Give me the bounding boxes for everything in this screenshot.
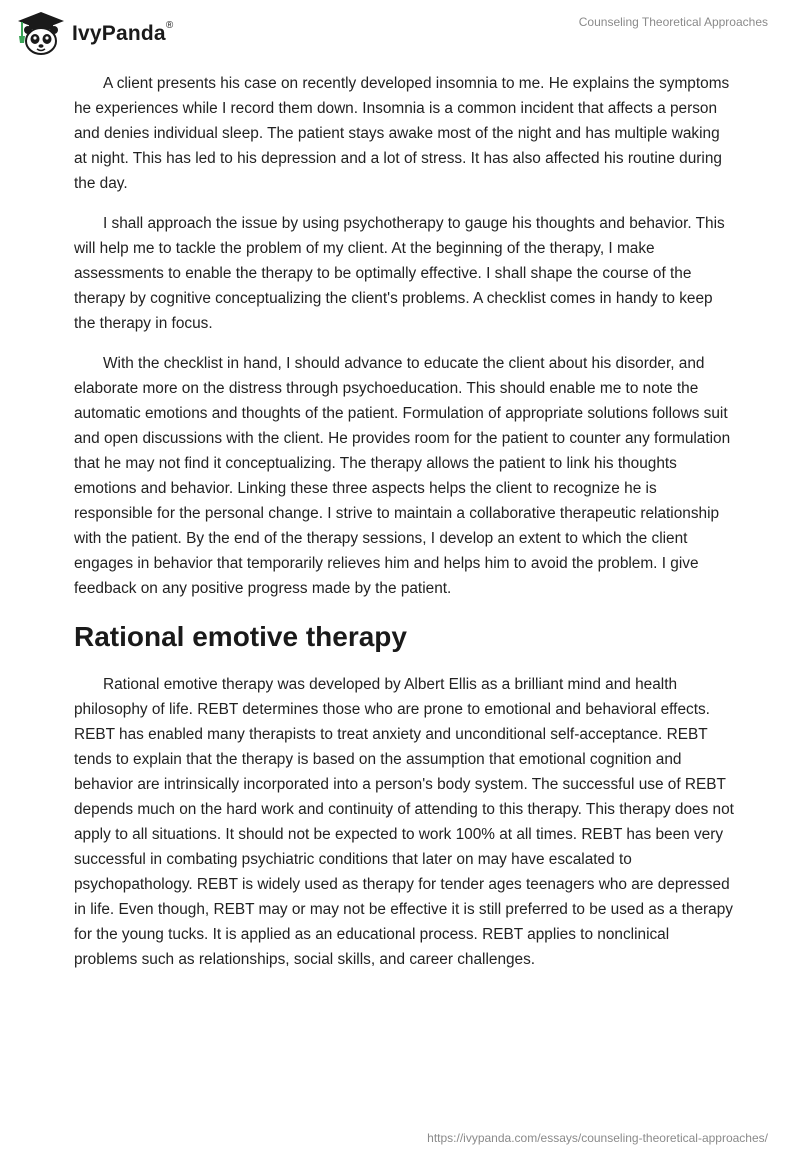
section-heading: Rational emotive therapy [74, 621, 407, 652]
paragraph: Rational emotive therapy was developed by Albert Ellis as a brilliant mind and health philosophy of life. REBT determines those who are prone to emotional and behavioral effects. REBT has enabled many therapists to treat anxiety and unconditional self-acceptance. REBT tends to explain that the therapy is based on the assumption that emotional cognition and behavior are intrinsically incorporated into a person's body system. The successful use of REBT depends much on the hard work and continuity of attending to this therapy. This therapy does not apply to all situations. It should not be expected to work 100% at all times. REBT has been very successful in combating psychiatric conditions that later on may have escalated to psychopathology. REBT is widely used as therapy for tender ages teenagers who are depressed in life. Even though, REBT may or may not be effective it is still preferred to be used as a therapy for the young tucks. It is applied as an educational process. REBT applies to nonclinical problems such as relationships, social skills, and career challenges. [74, 676, 734, 968]
source-url[interactable]: https://ivypanda.com/essays/counseling-theoretical-approaches/ [427, 1131, 768, 1145]
panda-graduate-icon [14, 10, 68, 56]
paragraph: I shall approach the issue by using psychotherapy to gauge his thoughts and behavior. This will help me to tackle the problem of my client. At the beginning of the therapy, I make assessments to enable the therapy to be optimally effective. I shall shape the course of the therapy by cognitive conceptualizing the client's problems. A checklist comes in handy to keep the therapy in focus. [74, 215, 725, 332]
essay-body [74, 71, 734, 987]
paragraph: With the checklist in hand, I should advance to educate the client about his disorder, and elaborate more on the distress through psychoeducation. This should enable me to note the automatic emotions and thoughts of the patient. Formulation of appropriate solutions follows suit and open discussions with the client. He provides room for the patient to counter any formulation that he may not find it conceptualizing. The therapy allows the patient to link his thoughts emotions and behavior. Linking these three aspects helps the client to recognize he is responsible for the personal change. I strive to maintain a collaborative therapeutic relationship with the patient. By the end of the therapy sessions, I develop an extent to which the client engages in behavior that temporarily relieves him and helps him to avoid the problem. I give feedback on any positive progress made by the patient. [74, 355, 731, 597]
document-title: Counseling Theoretical Approaches [578, 15, 768, 29]
site-logo[interactable] [14, 10, 173, 56]
logo-text: IvyPanda® [72, 20, 174, 45]
paragraph: A client presents his case on recently developed insomnia to me. He explains the symptoms he experiences while I record them down. Insomnia is a common incident that affects a person and denies individual sleep. The patient stays awake most of the night and has multiple waking at night. This has led to his depression and a lot of stress. It has also affected his routine during the day. [74, 75, 730, 192]
